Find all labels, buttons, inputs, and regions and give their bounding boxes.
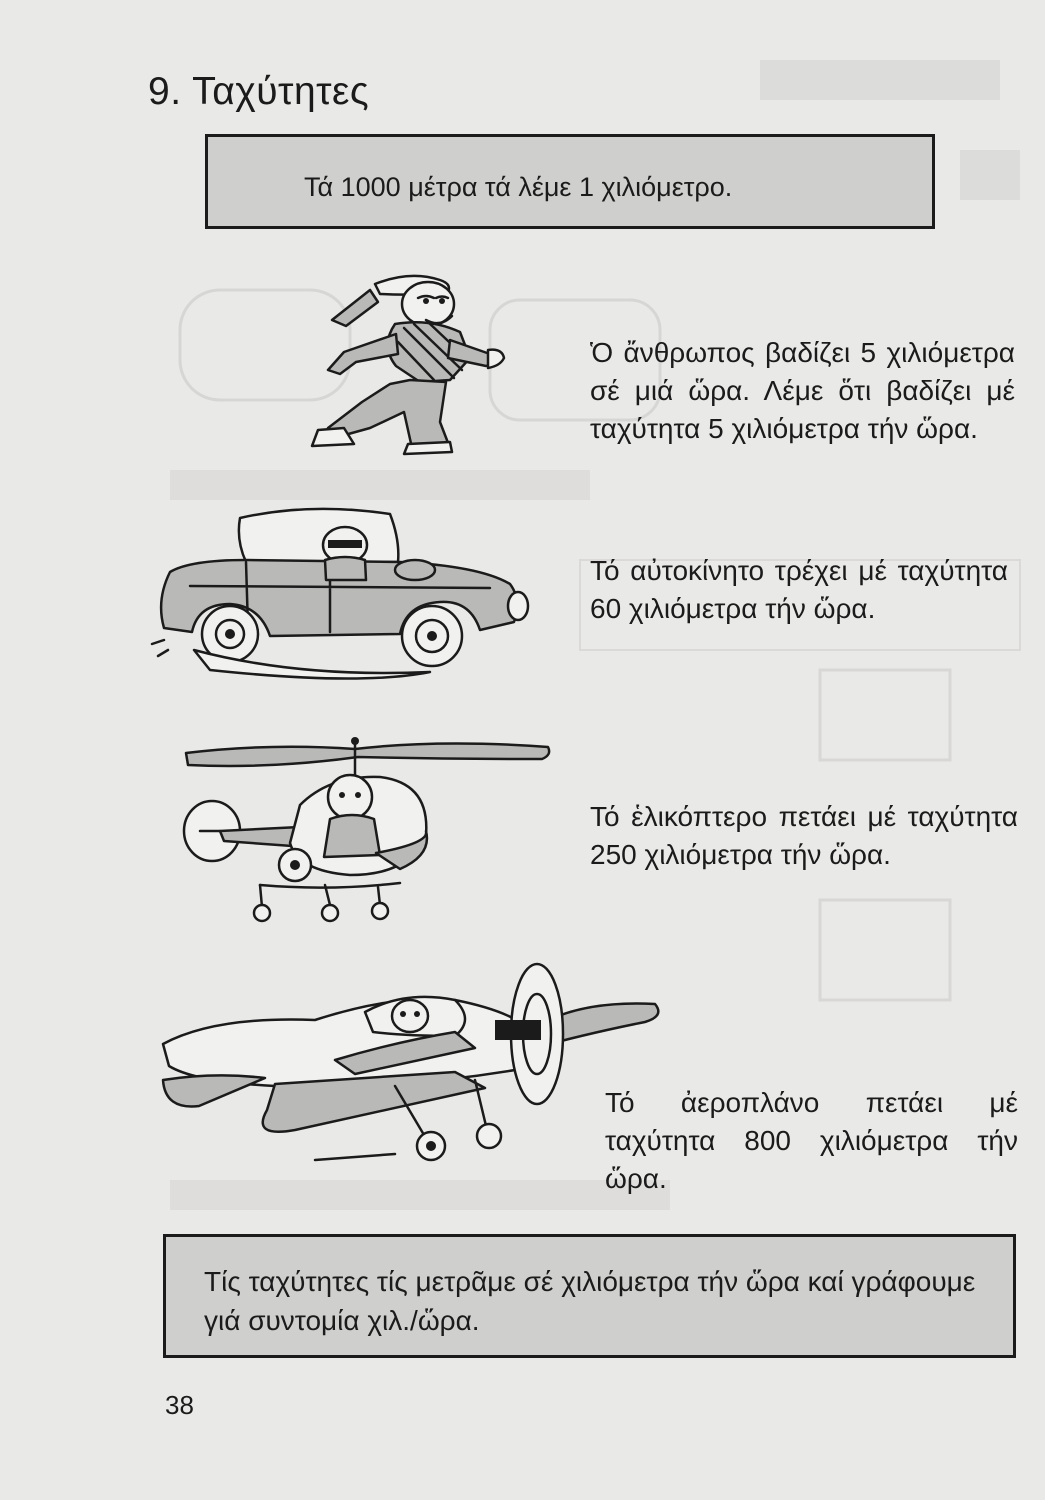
definition-box <box>205 134 935 229</box>
summary-text: Τίς ταχύτητες τίς μετρᾶμε σέ χιλιόμετρα τήν ὥρα καί γράφουμε γιά συντομία χιλ./ὥρα. <box>204 1266 976 1336</box>
airplane-icon <box>155 960 675 1185</box>
definition-text: Τά 1000 μέτρα τά λέμε 1 χιλιόμετρο. <box>304 172 733 202</box>
summary-box <box>163 1234 1016 1358</box>
car-speed-text: Τό αὐτοκίνητο τρέχει μέ ταχύτητα 60 χιλιόμετρα τήν ὥρα. <box>590 555 1008 624</box>
helicopter-icon <box>180 735 555 935</box>
walking-man-icon <box>300 262 530 462</box>
page-number: 38 <box>165 1390 194 1420</box>
walking-speed-text: Ὁ ἄνθρωπος βαδίζει 5 χιλιόμετρα σέ μιά ὥρα. Λέμε ὅτι βαδίζει μέ ταχύτητα 5 χιλιόμετρα τήν ὥρα. <box>590 337 1015 444</box>
helicopter-speed-text: Τό ἑλικόπτερο πετάει μέ ταχύτητα 250 χιλιόμετρα τήν ὥρα. <box>590 801 1018 870</box>
page-title: 9. Ταχύτητες <box>148 70 370 113</box>
airplane-speed-text: Τό ἀεροπλάνο πετάει μέ ταχύτητα 800 χιλιόμετρα τήν ὥρα. <box>605 1087 1018 1194</box>
car-icon <box>150 500 540 685</box>
